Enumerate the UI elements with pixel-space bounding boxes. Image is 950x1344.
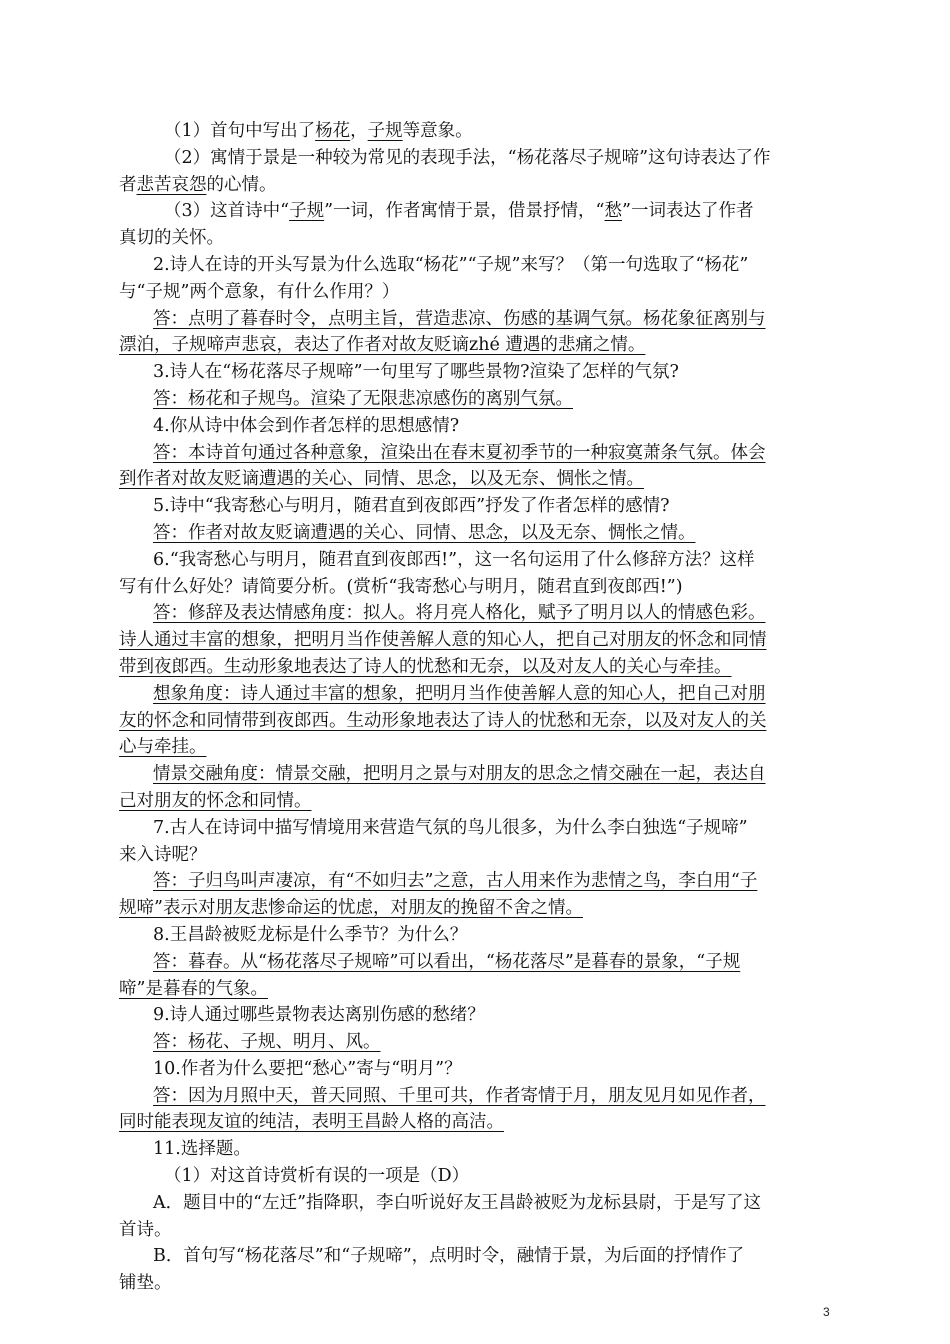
text-segment: B．首句写“杨花落尽”和“子规啼”，点明时令，融情于景，为后面的抒情作了 [153,1246,745,1267]
text-line [119,440,837,467]
text-line [119,922,837,949]
text-segment: 等意象。 [402,121,473,141]
text-line [119,172,837,199]
text-segment: （1）首句中写出了 [164,121,316,141]
underlined-text: 答：本诗首句通过各种意象，渲染出在春末夏初季节的一种寂寞萧条气氛。体会 [153,442,766,463]
text-line [119,734,837,761]
text-line [119,1217,837,1244]
text-line [119,279,837,306]
underlined-text: 同时能表现友谊的纯洁，表明王昌龄人格的高洁。 [119,1112,504,1133]
text-line [119,708,837,735]
underlined-text: 友的怀念和同情带到夜郎西。生动形象地表达了诗人的忧愁和无奈，以及对友人的关 [119,710,767,731]
text-line [119,842,837,869]
text-line [119,225,837,252]
text-segment: （1）对这首诗赏析有误的一项是（D） [164,1166,470,1187]
text-segment: （3）这首诗中“ [164,201,290,222]
underlined-text: 己对朋友的怀念和同情。 [119,790,312,811]
text-line [119,359,837,386]
text-line [119,198,837,225]
text-segment: 7.古人在诗词中描写情境用来营造气氛的鸟儿很多，为什么李白独选“子规啼” [153,817,748,838]
underlined-text: 杨花 [315,121,351,141]
text-segment: 铺垫。 [119,1273,172,1294]
text-segment: 9.诗人通过哪些景物表达离别伤感的愁绪？ [153,1005,485,1026]
text-line [119,574,837,601]
underlined-text: 情景交融角度：情景交融，把明月之景与对朋友的思念之情交融在一起，表达自 [153,764,766,785]
text-line [119,118,837,145]
text-line [119,654,837,681]
page-number: 3 [823,1305,830,1319]
text-line [119,252,837,279]
text-segment: 者 [119,174,137,195]
text-segment: 3.诗人在“杨花落尽子规啼”一句里写了哪些景物?渲染了怎样的气氛? [153,362,679,383]
text-line [119,600,837,627]
text-line [119,1002,837,1029]
text-line [119,815,837,842]
text-segment: 4.你从诗中体会到作者怎样的思想感情? [153,415,460,436]
text-segment: 与“子规”两个意象，有什么作用？） [119,281,400,302]
text-line [119,788,837,815]
text-line [119,1056,837,1083]
text-line [119,493,837,520]
text-segment: （2）寓情于景是一种较为常见的表现手法，“杨花落尽子规啼”这句诗表达了作 [164,147,771,168]
underlined-text: 答：修辞及表达情感角度：拟人。将月亮人格化，赋予了明月以人的情感色彩。 [153,603,766,624]
text-line [119,868,837,895]
text-line [119,1029,837,1056]
underlined-text: 答：杨花、子规、明月、风。 [153,1032,381,1053]
underlined-text: 答：作者对故友贬谪遭遇的关心、同情、思念，以及无奈、惆怅之情。 [153,522,696,543]
underlined-text: 悲苦哀怨 [136,174,207,195]
underlined-text: 愁 [604,201,622,222]
text-segment: 的心情。 [206,174,277,195]
text-line [119,306,837,333]
text-segment: 写有什么好处？请简要分析。(赏析“我寄愁心与明月，随君直到夜郎西!”) [119,576,683,597]
text-segment: 8.王昌龄被贬龙标是什么季节？为什么？ [153,924,468,945]
underlined-text: 子规 [367,121,403,141]
text-line [119,145,837,172]
underlined-text: 带到夜郎西。生动形象地表达了诗人的忧愁和无奈，以及对友人的关心与牵挂。 [119,656,732,677]
text-segment: 11.选择题。 [153,1139,251,1160]
text-line [119,761,837,788]
text-line [119,1083,837,1110]
underlined-text: 答：子归鸟叫声凄凉，有“不如归去”之意，古人用来作为悲情之鸟，李白用“子 [153,871,758,892]
text-line [119,547,837,574]
text-line [119,466,837,493]
underlined-text: 啼”是暮春的气象。 [119,978,268,999]
text-line [119,1243,837,1270]
text-segment: 2.诗人在诗的开头写景为什么选取“杨花”“子规”来写？（第一句选取了“杨花” [153,254,749,275]
underlined-text: 答：杨花和子规鸟。渲染了无限悲凉感伤的离别气氛。 [153,388,573,409]
text-segment: ”一词表达了作者 [622,201,754,222]
text-segment: 真切的关怀。 [119,228,224,249]
text-line [119,949,837,976]
text-line [119,1136,837,1163]
text-line [119,895,837,922]
text-segment: A．题目中的“左迁”指降职，李白听说好友王昌龄被贬为龙标县尉，于是写了这 [153,1192,762,1213]
underlined-text: 答：点明了暮春时令，点明主旨，营造悲凉、伤感的基调气氛。杨花象征离别与 [153,308,766,329]
text-line [119,976,837,1003]
text-segment: 5.诗中“我寄愁心与明月，随君直到夜郎西”抒发了作者怎样的感情? [153,496,670,517]
underlined-text: 诗人通过丰富的想象，把明月当作使善解人意的知心人，把自己对朋友的怀念和同情 [119,630,767,651]
underlined-text: 到作者对故友贬谪遭遇的关心、同情、思念，以及无奈、惆怅之情。 [119,469,644,490]
text-segment: ”一词，作者寓情于景，借景抒情，“ [324,201,605,222]
text-line [119,1270,837,1297]
text-line [119,1163,837,1190]
text-line [119,332,837,359]
underlined-text: 规啼”表示对朋友悲惨命运的忧虑，对朋友的挽留不舍之情。 [119,898,583,919]
text-line [119,627,837,654]
text-segment: 来入诗呢？ [119,844,207,865]
underlined-text: 想象角度：诗人通过丰富的想象，把明月当作使善解人意的知心人，把自己对朋 [153,683,766,704]
text-line [119,520,837,547]
underlined-text: 子规 [289,201,325,222]
text-line [119,1190,837,1217]
underlined-text: 漂泊，子规啼声悲哀，表达了作者对故友贬谪zhé 遭遇的悲痛之情。 [119,335,646,356]
text-line [119,681,837,708]
text-line [119,413,837,440]
text-segment: 6.“我寄愁心与明月，随君直到夜郎西!”，这一名句运用了什么修辞方法？这样 [153,549,755,570]
text-line [119,1109,837,1136]
text-line [119,386,837,413]
text-segment: 首诗。 [119,1219,172,1240]
document-body [119,118,837,1297]
underlined-text: 答：暮春。从“杨花落尽子规啼”可以看出，“杨花落尽”是暮春的景象，“子规 [153,951,741,972]
text-segment: 10.作者为什么要把“愁心”寄与“明月”？ [153,1058,462,1079]
underlined-text: 心与牵挂。 [119,737,207,758]
underlined-text: 答：因为月照中天，普天同照、千里可共，作者寄情于月，朋友见月如见作者， [153,1085,766,1106]
text-segment: ， [350,121,368,141]
